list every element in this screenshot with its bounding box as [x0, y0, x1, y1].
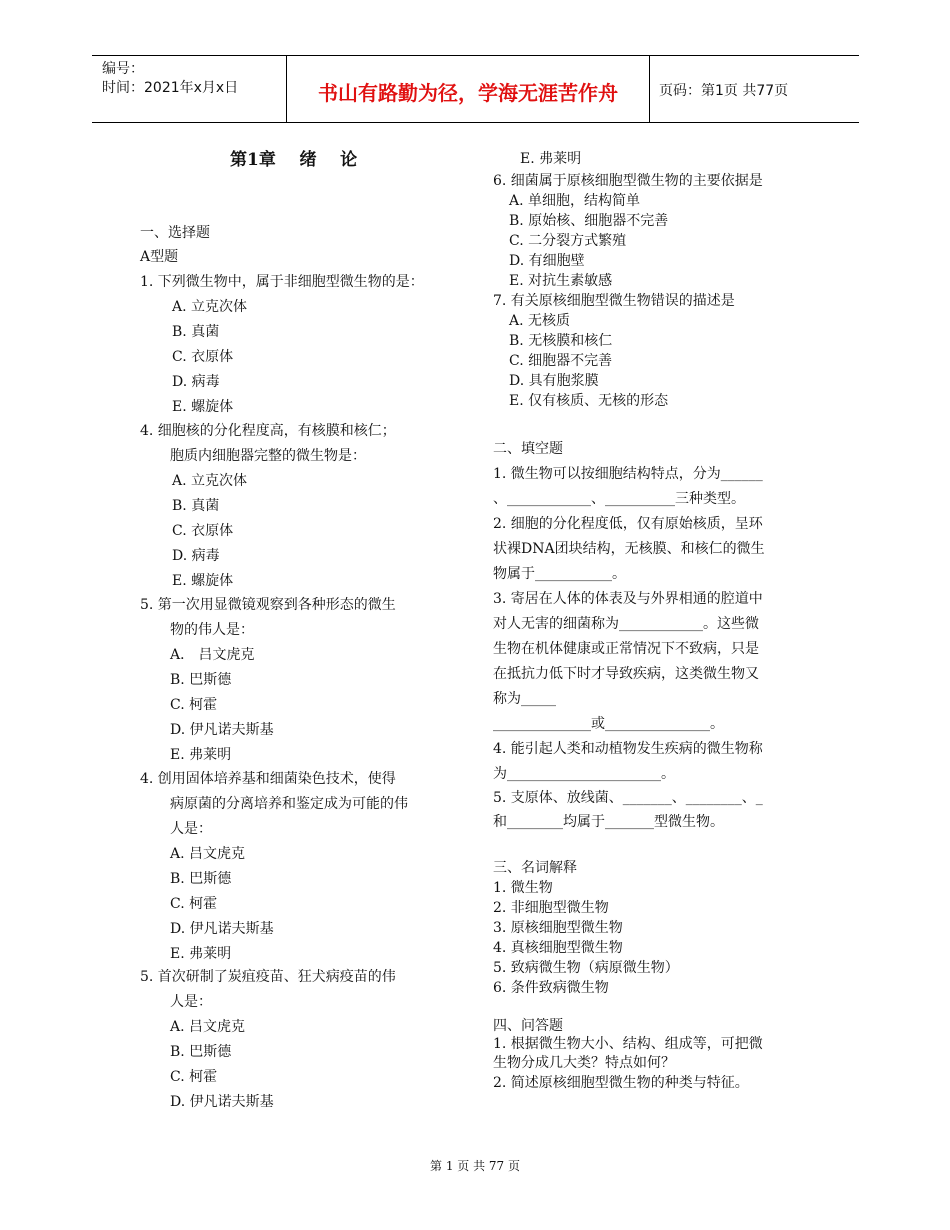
page-footer: 第 1 页 共 77 页 — [430, 1159, 520, 1173]
header-divider — [649, 56, 650, 122]
term-item: 4. 真核细胞型微生物 — [493, 940, 623, 956]
date-label: 时间：2021年x月x日 — [102, 80, 239, 96]
question-text: 5. 第一次用显微镜观察到各种形态的微生 — [140, 597, 396, 613]
header-motto: 书山有路勤为径，学海无涯苦作舟 — [318, 81, 618, 105]
question-text: 6. 细菌属于原核细胞型微生物的主要依据是 — [493, 173, 763, 189]
option: D. 具有胞浆膜 — [509, 373, 599, 389]
question-text: 人是： — [170, 994, 212, 1010]
header-divider — [286, 56, 287, 122]
option: D. 伊凡诺夫斯基 — [170, 722, 274, 738]
question-type: A型题 — [140, 249, 179, 265]
qa-question: 1. 根据微生物大小、结构、组成等，可把微 — [493, 1036, 763, 1052]
question-text: 胞质内细胞器完整的微生物是： — [170, 448, 366, 464]
option: D. 伊凡诺夫斯基 — [170, 1094, 274, 1110]
question-text: 4. 创用固体培养基和细菌染色技术，使得 — [140, 771, 396, 787]
fill-question: 2. 细胞的分化程度低，仅有原始核质，呈环 — [493, 516, 763, 532]
term-item: 6. 条件致病微生物 — [493, 980, 609, 996]
option: E. 弗莱明 — [520, 151, 582, 167]
term-item: 2. 非细胞型微生物 — [493, 900, 609, 916]
option: B. 巴斯德 — [170, 1044, 232, 1060]
chapter-title: 第1章 绪 论 — [230, 150, 358, 170]
term-item: 5. 致病微生物（病原微生物） — [493, 960, 679, 976]
term-item: 3. 原核细胞型微生物 — [493, 920, 623, 936]
option: A. 立克次体 — [172, 473, 248, 489]
option: C. 二分裂方式繁殖 — [509, 233, 627, 249]
fill-question: 3. 寄居在人体的体表及与外界相通的腔道中 — [493, 591, 763, 607]
option: E. 弗莱明 — [170, 747, 232, 763]
option: B. 巴斯德 — [170, 672, 232, 688]
fill-question: 在抵抗力低下时才导致疾病，这类微生物又 — [493, 666, 759, 682]
question-text: 4. 细胞核的分化程度高，有核膜和核仁； — [140, 423, 396, 439]
question-text: 5. 首次研制了炭疽疫苗、狂犬病疫苗的伟 — [140, 969, 396, 985]
option: A. 单细胞，结构简单 — [509, 193, 641, 209]
option: B. 无核膜和核仁 — [509, 333, 613, 349]
option: E. 对抗生素敏感 — [509, 273, 613, 289]
fill-question: 和________均属于_______型微生物。 — [493, 814, 724, 830]
option: A. 无核质 — [509, 313, 571, 329]
option: B. 巴斯德 — [170, 871, 232, 887]
question-text: 1. 下列微生物中，属于非细胞型微生物的是： — [140, 274, 424, 290]
header-meta — [102, 60, 238, 98]
option: B. 原始核、细胞器不完善 — [509, 213, 669, 229]
option: D. 病毒 — [172, 548, 220, 564]
section-title: 一、选择题 — [140, 225, 210, 241]
option: D. 病毒 — [172, 374, 220, 390]
fill-question: 为______________________。 — [493, 766, 675, 782]
question-text: 人是： — [170, 821, 212, 837]
option: B. 真菌 — [172, 498, 220, 514]
option: C. 衣原体 — [172, 523, 234, 539]
fill-question: 物属于___________。 — [493, 566, 626, 582]
section-title: 二、填空题 — [493, 441, 563, 457]
number-label: 编号： — [102, 61, 144, 77]
option: E. 螺旋体 — [172, 399, 234, 415]
option: D. 伊凡诺夫斯基 — [170, 921, 274, 937]
fill-question: 5. 支原体、放线菌、_______、________、_ — [493, 790, 763, 806]
fill-question: 、____________、__________三种类型。 — [493, 491, 745, 507]
option: A. 吕文虎克 — [170, 1019, 246, 1035]
question-text: 病原菌的分离培养和鉴定成为可能的伟 — [170, 796, 408, 812]
question-text: 7. 有关原核细胞型微生物错误的描述是 — [493, 293, 735, 309]
option: D. 有细胞壁 — [509, 253, 585, 269]
option: A. 立克次体 — [172, 299, 248, 315]
fill-question: 称为_____ — [493, 691, 556, 707]
option: C. 柯霍 — [170, 697, 218, 713]
option: B. 真菌 — [172, 324, 220, 340]
section-title: 四、问答题 — [493, 1018, 563, 1034]
option: C. 衣原体 — [172, 349, 234, 365]
page-header — [92, 55, 859, 123]
option: E. 弗莱明 — [170, 946, 232, 962]
option: A． 吕文虎克 — [170, 647, 255, 663]
option: A. 吕文虎克 — [170, 846, 246, 862]
option: E. 仅有核质、无核的形态 — [509, 393, 669, 409]
fill-question: 生物在机体健康或正常情况下不致病，只是 — [493, 641, 759, 657]
option: C. 柯霍 — [170, 896, 218, 912]
qa-question: 生物分成几大类？特点如何？ — [493, 1055, 675, 1071]
option: E. 螺旋体 — [172, 573, 234, 589]
option: C. 细胞器不完善 — [509, 353, 613, 369]
option: C. 柯霍 — [170, 1069, 218, 1085]
fill-question: 4. 能引起人类和动植物发生疾病的微生物称 — [493, 741, 763, 757]
section-title: 三、名词解释 — [493, 860, 577, 876]
header-page-label: 页码：第1页 共77页 — [659, 83, 789, 99]
fill-question: 1. 微生物可以按细胞结构特点，分为______ — [493, 466, 763, 482]
fill-question: 对人无害的细菌称为____________。这些微 — [493, 616, 759, 632]
question-text: 物的伟人是： — [170, 622, 254, 638]
term-item: 1. 微生物 — [493, 880, 553, 896]
fill-question: ______________或_______________。 — [493, 716, 724, 732]
fill-question: 状裸DNA团块结构，无核膜、和核仁的微生 — [493, 541, 765, 557]
qa-question: 2. 简述原核细胞型微生物的种类与特征。 — [493, 1075, 749, 1091]
